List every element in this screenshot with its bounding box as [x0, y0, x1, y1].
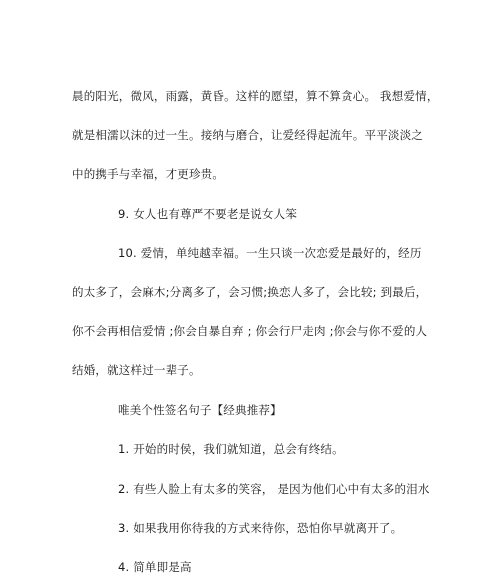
list-item: 10. 爱情，单纯越幸福。一生只谈一次恋爱是最好的，经历 [118, 246, 422, 260]
list-item: 1. 开始的时侯，我们就知道，总会有终结。 [118, 442, 344, 456]
list-item: 4. 简单即是高 [118, 560, 192, 574]
section-heading: 唯美个性签名句子【经典推荐】 [118, 403, 282, 417]
list-item: 9. 女人也有尊严不要老是说女人笨 [118, 207, 298, 221]
list-item: 2. 有些人脸上有太多的笑容， 是因为他们心中有太多的泪水 [118, 482, 430, 496]
text-line: 晨的阳光，微风，雨露，黄昏。这样的愿望，算不算贪心。 我想爱情， [72, 89, 439, 103]
list-item: 3. 如果我用你待我的方式来待你，恐怕你早就离开了。 [118, 521, 403, 535]
text-line: 结婚，就这样过一辈子。 [72, 363, 201, 377]
text-line: 就是相濡以沫的过一生。接纳与磨合，让爱经得起流年。平平淡淡之 [72, 128, 423, 142]
text-line: 中的携手与幸福，才更珍贵。 [72, 167, 225, 181]
text-line: 的太多了，会麻木;分离多了，会习惯;换恋人多了，会比较; 到最后， [72, 285, 428, 299]
text-line: 你不会再相信爱情 ;你会自暴自弃 ; 你会行尸走肉 ;你会与你不爱的人 [72, 324, 428, 338]
